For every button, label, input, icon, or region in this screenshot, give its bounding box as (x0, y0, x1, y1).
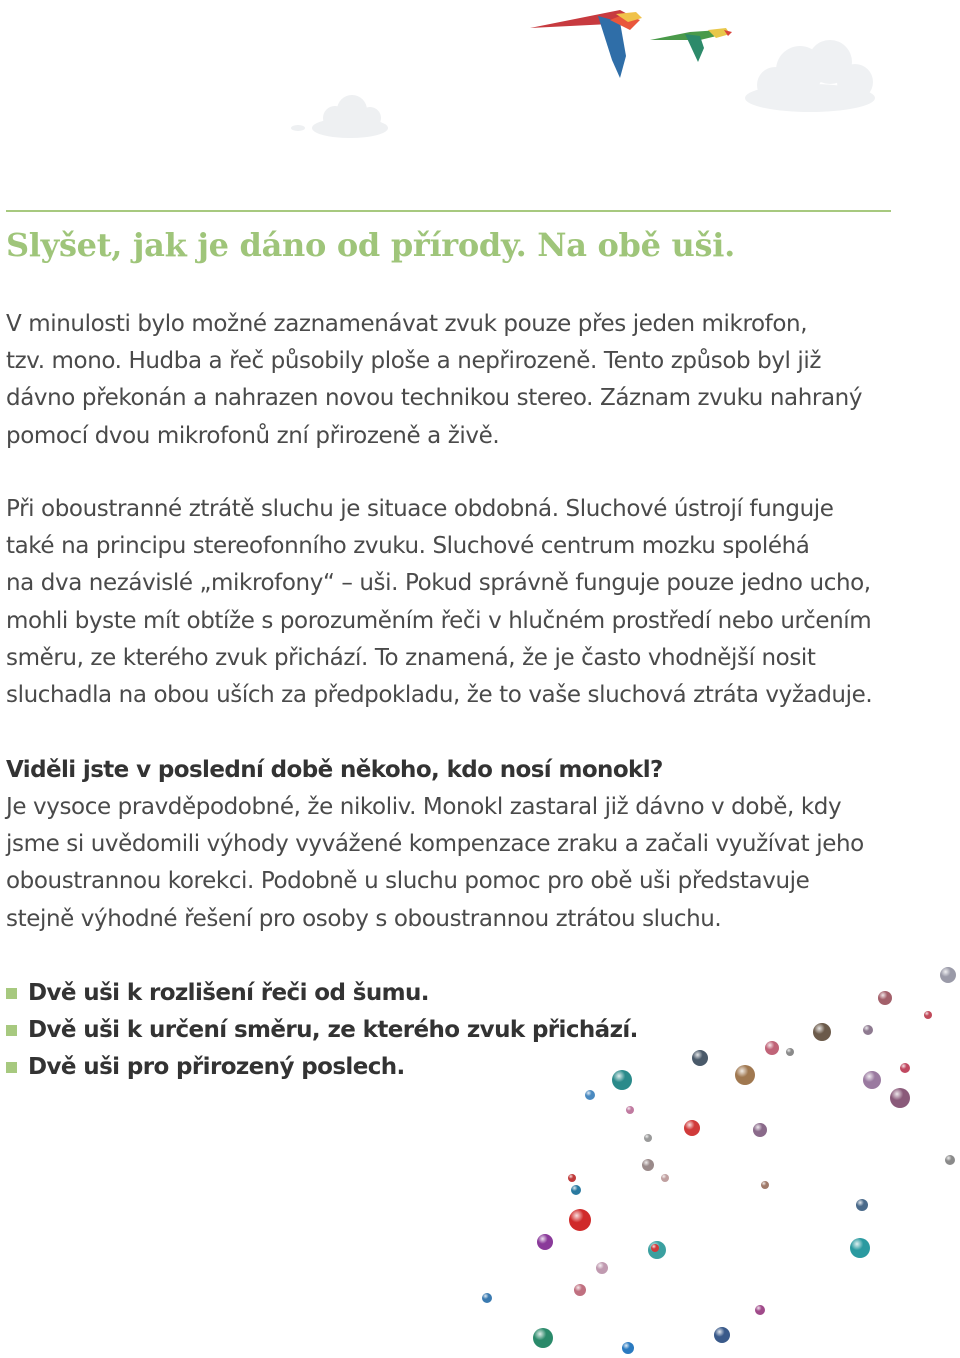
bead-icon (813, 1023, 831, 1041)
bead-group (482, 967, 956, 1354)
text-line: oboustrannou korekci. Podobně u sluchu pomoc pro obě uši představuje (6, 868, 810, 895)
bead-icon (684, 1120, 700, 1136)
text-line: také na principu stereofonního zvuku. Sluchové centrum mozku spoléhá (6, 533, 810, 560)
paragraph-mono-stereo (6, 306, 862, 455)
text-line: jsme si uvědomili výhody vyvážené kompenzace zraku a začali využívat jeho (6, 831, 864, 858)
text-line: mohli byste mít obtíže s porozuměním řeči v hlučném prostředí nebo určením (6, 607, 872, 634)
bead-icon (890, 1088, 910, 1108)
text-line: Při oboustranné ztrátě sluchu je situace obdobná. Sluchové ústrojí funguje (6, 496, 834, 522)
bead-icon (863, 1071, 881, 1089)
bead-icon (856, 1199, 868, 1211)
bullet-square-icon (6, 1025, 17, 1036)
page-title: Slyšet, jak je dáno od přírody. Na obě uši. (6, 226, 735, 264)
text-line: dávno překonán a nahrazen novou technikou stereo. Záznam zvuku nahraný (6, 385, 863, 412)
bead-icon (482, 1293, 492, 1303)
bead-icon (753, 1123, 767, 1137)
bead-icon (585, 1090, 595, 1100)
list-item-text: Dvě uši k rozlišení řeči od šumu. (28, 980, 429, 1006)
bead-icon (692, 1050, 708, 1066)
text-line: tzv. mono. Hudba a řeč působily ploše a nepřirozeně. Tento způsob byl již (6, 348, 822, 375)
bead-icon (945, 1155, 955, 1165)
bead-icon (765, 1041, 779, 1055)
bead-icon (900, 1063, 910, 1073)
parrot-green-icon (650, 28, 732, 62)
bead-icon (612, 1070, 632, 1090)
bead-icon (714, 1327, 730, 1343)
bead-icon (850, 1238, 870, 1258)
bead-icon (755, 1305, 765, 1315)
list-item-text: Dvě uši k určení směru, ze kterého zvuk přichází. (28, 1017, 638, 1044)
bead-icon (574, 1284, 586, 1296)
bead-icon (626, 1106, 634, 1114)
bead-icon (651, 1244, 659, 1252)
list-item-text: Dvě uši pro přirozený poslech. (28, 1054, 405, 1081)
bead-icon (644, 1134, 652, 1142)
bead-icon (533, 1328, 553, 1348)
text-line: sluchadla na obou uších za předpokladu, že to vaše sluchová ztráta vyžaduje. (6, 682, 873, 709)
bead-icon (878, 991, 892, 1005)
parrot-red-icon (530, 10, 642, 78)
bead-icon (924, 1011, 932, 1019)
bullet-square-icon (6, 1062, 17, 1073)
text-line: směru, ze kterého zvuk přichází. To znamená, že je často vhodnější nosit (6, 644, 816, 671)
cloud-small (291, 95, 388, 138)
bead-icon (863, 1025, 873, 1035)
bead-icon (569, 1209, 591, 1231)
bullet-square-icon (6, 988, 17, 999)
text-line: Je vysoce pravděpodobné, že nikoliv. Monokl zastaral již dávno v době, kdy (6, 794, 842, 820)
bead-icon (661, 1174, 669, 1182)
bead-icon (596, 1262, 608, 1274)
monocle-question: Viděli jste v poslední době někoho, kdo nosí monokl? (6, 757, 663, 783)
cloud-large (745, 40, 875, 112)
section-divider (6, 210, 891, 212)
paragraph-monocle (6, 789, 864, 938)
text-line: V minulosti bylo možné zaznamenávat zvuk pouze přes jeden mikrofon, (6, 311, 808, 337)
bead-icon (622, 1342, 634, 1354)
bead-icon (940, 967, 956, 983)
bead-icon (642, 1159, 654, 1171)
text-line: pomocí dvou mikrofonů zní přirozeně a živě. (6, 422, 500, 449)
text-line: stejně výhodné řešení pro osoby s oboustrannou ztrátou sluchu. (6, 905, 722, 932)
bead-icon (761, 1181, 769, 1189)
text-line: na dva nezávislé „mikrofony“ – uši. Pokud správně funguje pouze jedno ucho, (6, 570, 871, 597)
bead-icon (735, 1065, 755, 1085)
bead-icon (537, 1234, 553, 1250)
beads-illustration (460, 950, 960, 1358)
bead-icon (571, 1185, 581, 1195)
bead-icon (568, 1174, 576, 1182)
bead-icon (786, 1048, 794, 1056)
parrots-clouds-illustration (280, 0, 900, 150)
paragraph-bilateral-loss (6, 491, 872, 714)
